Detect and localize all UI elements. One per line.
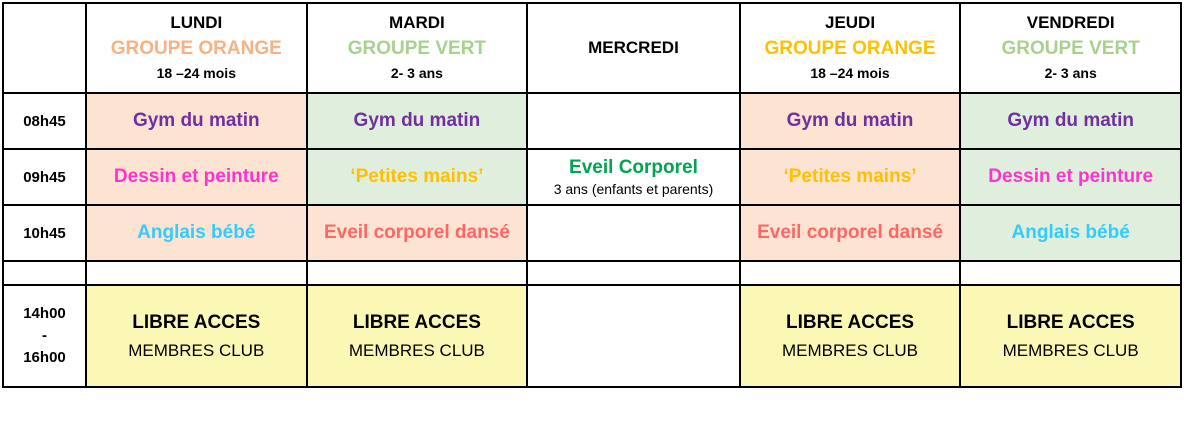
time-label-1045: 10h45: [3, 205, 86, 261]
activity-label: Eveil corporel dansé: [323, 222, 510, 244]
group-label-vendredi: GROUPE VERT: [1001, 38, 1140, 60]
activity-label: Eveil corporel dansé: [757, 222, 943, 244]
afternoon-cell-vendredi: [960, 285, 1181, 387]
day-label-lundi: LUNDI: [170, 13, 223, 33]
table-row: [3, 205, 1181, 261]
time-label-0945: 09h45: [3, 149, 86, 205]
activity-cell-mercredi-1045: [527, 205, 740, 261]
activity-cell-jeudi-1045: [740, 205, 961, 261]
day-label-vendredi: VENDREDI: [1026, 13, 1115, 33]
time-label-0845: 08h45: [3, 93, 86, 149]
activity-cell-mardi-0845: [307, 93, 528, 149]
header-cell-mercredi: [527, 3, 740, 93]
spacer-cell-lundi: [86, 261, 307, 285]
afternoon-subtitle: MEMBRES CLUB: [128, 340, 265, 360]
afternoon-title: LIBRE ACCES: [1006, 312, 1135, 333]
activity-cell-lundi-1045: [86, 205, 307, 261]
activity-label: Anglais bébé: [1011, 222, 1130, 244]
header-cell-mardi: [307, 3, 528, 93]
table-row: [3, 149, 1181, 205]
age-label-mardi: 2- 3 ans: [390, 64, 443, 81]
group-label-jeudi: GROUPE ORANGE: [764, 38, 936, 60]
activity-cell-mardi-1045: [307, 205, 528, 261]
day-label-mardi: MARDI: [389, 13, 445, 33]
activity-label: Dessin et peinture: [113, 166, 279, 188]
afternoon-subtitle: MEMBRES CLUB: [1002, 340, 1139, 360]
time-label-afternoon: [3, 285, 86, 387]
day-label-jeudi: JEUDI: [824, 13, 876, 33]
activity-cell-vendredi-0945: [960, 149, 1181, 205]
table-header-row: [3, 3, 1181, 93]
activity-label: Eveil Corporel: [569, 157, 698, 179]
activity-cell-mardi-0945: [307, 149, 528, 205]
spacer-row: [3, 261, 1181, 285]
afternoon-subtitle: MEMBRES CLUB: [782, 340, 919, 360]
afternoon-title: LIBRE ACCES: [132, 312, 261, 333]
activity-label: Anglais bébé: [137, 222, 256, 244]
activity-cell-jeudi-0845: [740, 93, 961, 149]
activity-label: ‘Petites mains’: [783, 166, 917, 188]
group-label-lundi: GROUPE ORANGE: [110, 38, 282, 60]
age-label-lundi: 18 –24 mois: [156, 64, 236, 81]
afternoon-title: LIBRE ACCES: [785, 312, 915, 333]
activity-cell-lundi-0945: [86, 149, 307, 205]
activity-label: ‘Petites mains’: [350, 166, 484, 188]
activity-label: Gym du matin: [132, 110, 260, 132]
afternoon-cell-mercredi: [527, 285, 740, 387]
afternoon-title: LIBRE ACCES: [352, 312, 481, 333]
activity-sublabel: 3 ans (enfants et parents): [553, 180, 714, 197]
age-label-jeudi: 18 –24 mois: [810, 64, 890, 81]
spacer-cell-mardi: [307, 261, 528, 285]
activity-label: Gym du matin: [353, 110, 481, 132]
group-label-mardi: GROUPE VERT: [347, 38, 487, 60]
spacer-cell-time: [3, 261, 86, 285]
header-cell-vendredi: [960, 3, 1181, 93]
activity-cell-vendredi-0845: [960, 93, 1181, 149]
header-corner-cell: [3, 3, 86, 93]
activity-label: Gym du matin: [1007, 110, 1134, 132]
time-line-1: 14h00: [23, 305, 66, 323]
activity-cell-mercredi-0845: [527, 93, 740, 149]
header-cell-jeudi: [740, 3, 961, 93]
table-row: [3, 93, 1181, 149]
spacer-cell-mercredi: [527, 261, 740, 285]
activity-cell-jeudi-0945: [740, 149, 961, 205]
afternoon-subtitle: MEMBRES CLUB: [348, 340, 485, 360]
activity-cell-lundi-0845: [86, 93, 307, 149]
afternoon-cell-jeudi: [740, 285, 961, 387]
activity-label: Dessin et peinture: [988, 166, 1154, 188]
weekly-schedule-table: [2, 2, 1182, 388]
table-row-afternoon: [3, 285, 1181, 387]
age-label-vendredi: 2- 3 ans: [1044, 64, 1097, 81]
spacer-cell-jeudi: [740, 261, 961, 285]
activity-cell-mercredi-0945: [527, 149, 740, 205]
spacer-cell-vendredi: [960, 261, 1181, 285]
activity-cell-vendredi-1045: [960, 205, 1181, 261]
time-line-2: 16h00: [23, 348, 66, 366]
time-dash: -: [41, 327, 47, 345]
day-label-mercredi: MERCREDI: [588, 37, 679, 57]
afternoon-cell-mardi: [307, 285, 528, 387]
header-cell-lundi: [86, 3, 307, 93]
activity-label: Gym du matin: [786, 110, 914, 132]
afternoon-cell-lundi: [86, 285, 307, 387]
